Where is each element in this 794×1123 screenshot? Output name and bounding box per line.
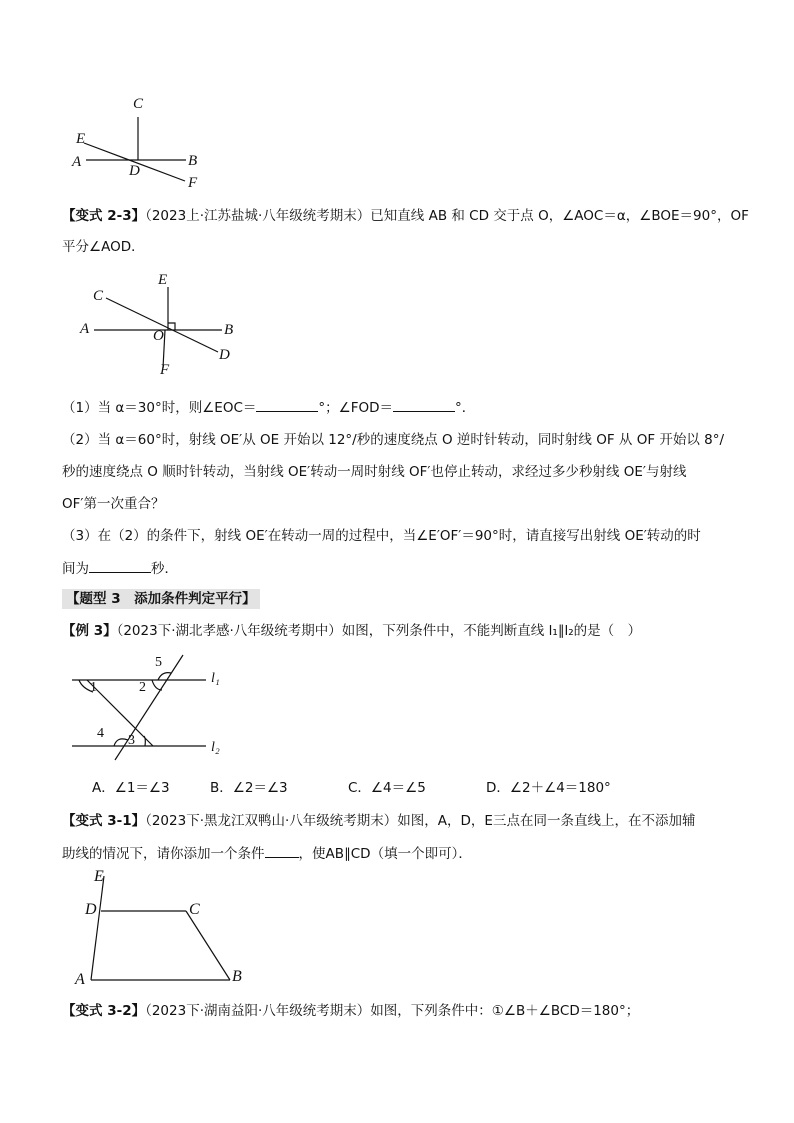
fig2-label-e: E [158,272,168,288]
fig2-label-b: B [224,322,234,338]
v23-q3-b: 秒． [151,561,178,577]
v23-q3-line1: （3）在（2）的条件下，射线 OE′在转动一周的过程中，当∠E′OF′＝90°时，请直接写出射线 OE′转动的时 [62,528,701,544]
v32-stem: 如图，下列条件中：①∠B＋∠BCD＝180°； [370,1003,640,1019]
fig3-label-5: 5 [155,655,162,670]
fig4-label-d: D [85,901,97,918]
fig3-label-4: 4 [97,726,104,741]
v23-line2: 平分∠AOD． [62,239,145,255]
v23-q2-line2: 秒的速度绕点 O 顺时针转动，当射线 OE′转动一周时射线 OF′也停止转动，求经过多少秒射线 OE′与射线 [62,464,687,480]
v31-stem2a: 助线的情况下，请你添加一个条件 [62,846,265,862]
fig4-label-b: B [232,968,242,985]
v31-source: （2023下·黑龙江双鸭山·八年级统考期末） [145,813,398,829]
ex3-tag: 【例 3】 [62,623,117,639]
line-ae [91,876,104,980]
fig3-label-3: 3 [128,733,135,748]
fig1-label-e: E [76,131,86,147]
fig1-label-c: C [133,96,144,112]
v23-q2-line1: （2）当 α＝60°时，射线 OE′从 OE 开始以 12°/秒的速度绕点 O 逆时针转动，同时射线 OF 从 OF 开始以 8°/ [62,432,725,448]
v23-q2-line3: OF′第一次重合？ [62,496,165,512]
v23-q1-b: °；∠FOD＝ [318,400,394,416]
fig1-label-b: B [188,153,198,169]
fig2-label-a: A [80,321,90,337]
fig3-label-1: 1 [90,680,97,695]
v23-tag: 【变式 2-3】 [62,208,146,224]
topic-3-heading: 【题型 3 添加条件判定平行】 [62,589,260,609]
v32-tag: 【变式 3-2】 [62,1003,146,1019]
ex3-option-d[interactable]: D．∠2＋∠4＝180° [486,780,611,796]
fig2-label-o: O [153,328,164,344]
fig3-label-l2: l₂ [211,740,220,755]
v23-q1-a: （1）当 α＝30°时，则∠EOC＝ [62,400,257,416]
fig1-label-d: D [129,163,140,179]
line-cb [186,911,230,980]
fig2-label-f: F [160,362,170,378]
fig4-label-e: E [94,868,104,885]
fig4-label-a: A [75,971,85,988]
fig1-label-a: A [72,154,82,170]
v32-source: （2023下·湖南益阳·八年级统考期末） [145,1003,371,1019]
v31-tag: 【变式 3-1】 [62,813,146,829]
v32-line1 [62,1001,639,1021]
fig1-label-f: F [188,175,198,191]
fig4-label-c: C [189,901,200,918]
fig3-label-2: 2 [139,680,146,695]
v23-q3-a: 间为 [62,561,89,577]
v23-q1-c: °． [455,400,476,416]
fig2-label-c: C [93,288,104,304]
ex3-source: （2023下·湖北孝感·八年级统考期中） [116,623,342,639]
v23-source: （2023上·江苏盐城·八年级统考期末） [145,208,371,224]
fig2-label-d: D [219,347,230,363]
ex3-option-c[interactable]: C．∠4＝∠5 [348,780,426,796]
v31-stem2b: ，使AB∥CD（填一个即可）． [298,846,472,862]
v23-stem1: 已知直线 AB 和 CD 交于点 O，∠AOC＝α，∠BOE＝90°，OF [370,208,749,224]
v31-stem1: 如图，A，D，E三点在同一条直线上，在不添加辅 [397,813,696,829]
ex3-option-b[interactable]: B．∠2＝∠3 [210,780,288,796]
ex3-option-a[interactable]: A．∠1＝∠3 [92,780,170,796]
ex3-stem: 如图，下列条件中，不能判断直线 l₁∥l₂的是（ ） [341,623,642,639]
fig3-label-l1: l₁ [211,671,220,686]
